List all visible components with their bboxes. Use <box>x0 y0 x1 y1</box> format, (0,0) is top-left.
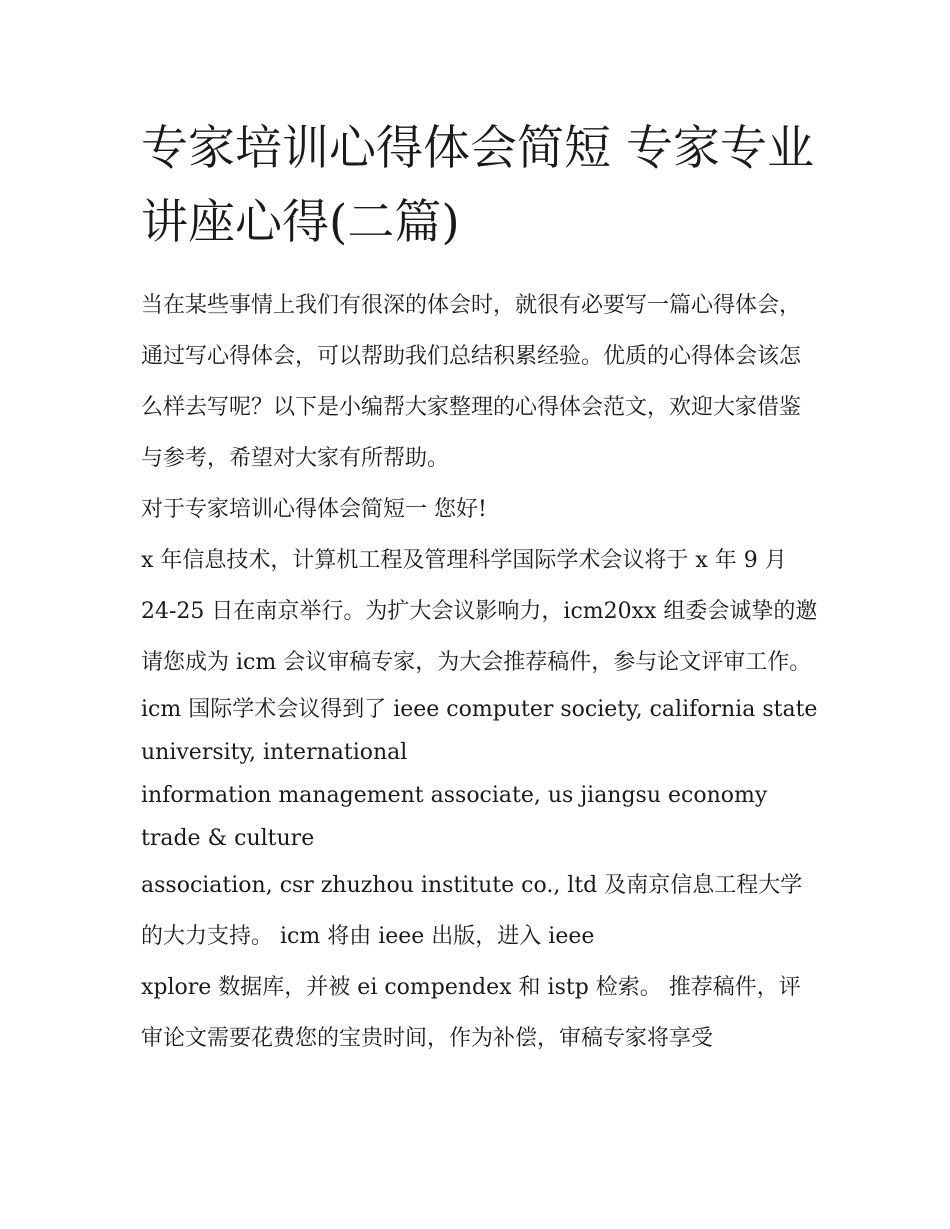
intro-paragraph: 当在某些事情上我们有很深的体会时，就很有必要写一篇心得体会，通过写心得体会，可以帮助我们总结积累经验。优质的心得体会该怎么样去写呢？以下是小编帮大家整理的心得体会范文，欢迎大家借鉴与参考，希望对大家有所帮助。 <box>141 293 802 471</box>
support-paragraph-3: association, csr zhuzhou institute co., ltd 及南京信息工程大学的大力支持。 icm 将由 ieee 出版，进入 ieee <box>141 873 803 949</box>
support-paragraph-1: icm 国际学术会议得到了 ieee computer society, california state university, international <box>141 697 818 765</box>
conference-paragraph: x 年信息技术，计算机工程及管理科学国际学术会议将于 x 年 9 月 24-25 日在南京举行。为扩大会议影响力，icm20xx 组委会诚挚的邀请您成为 icm 会议审稿专家，为大会推荐稿件，参与论文评审工作。 <box>141 548 818 675</box>
document-title: 专家培训心得体会简短 专家专业讲座心得(二篇) <box>141 121 814 250</box>
support-paragraph-2: information management associate, us jiangsu economy trade & culture <box>141 783 768 851</box>
document-page <box>141 112 821 1064</box>
publication-paragraph: xplore 数据库，并被 ei compendex 和 istp 检索。 推荐稿件，评审论文需要花费您的宝贵时间，作为补偿，审稿专家将享受 <box>141 975 801 1051</box>
greeting-paragraph: 对于专家培训心得体会简短一 您好! <box>141 497 487 522</box>
